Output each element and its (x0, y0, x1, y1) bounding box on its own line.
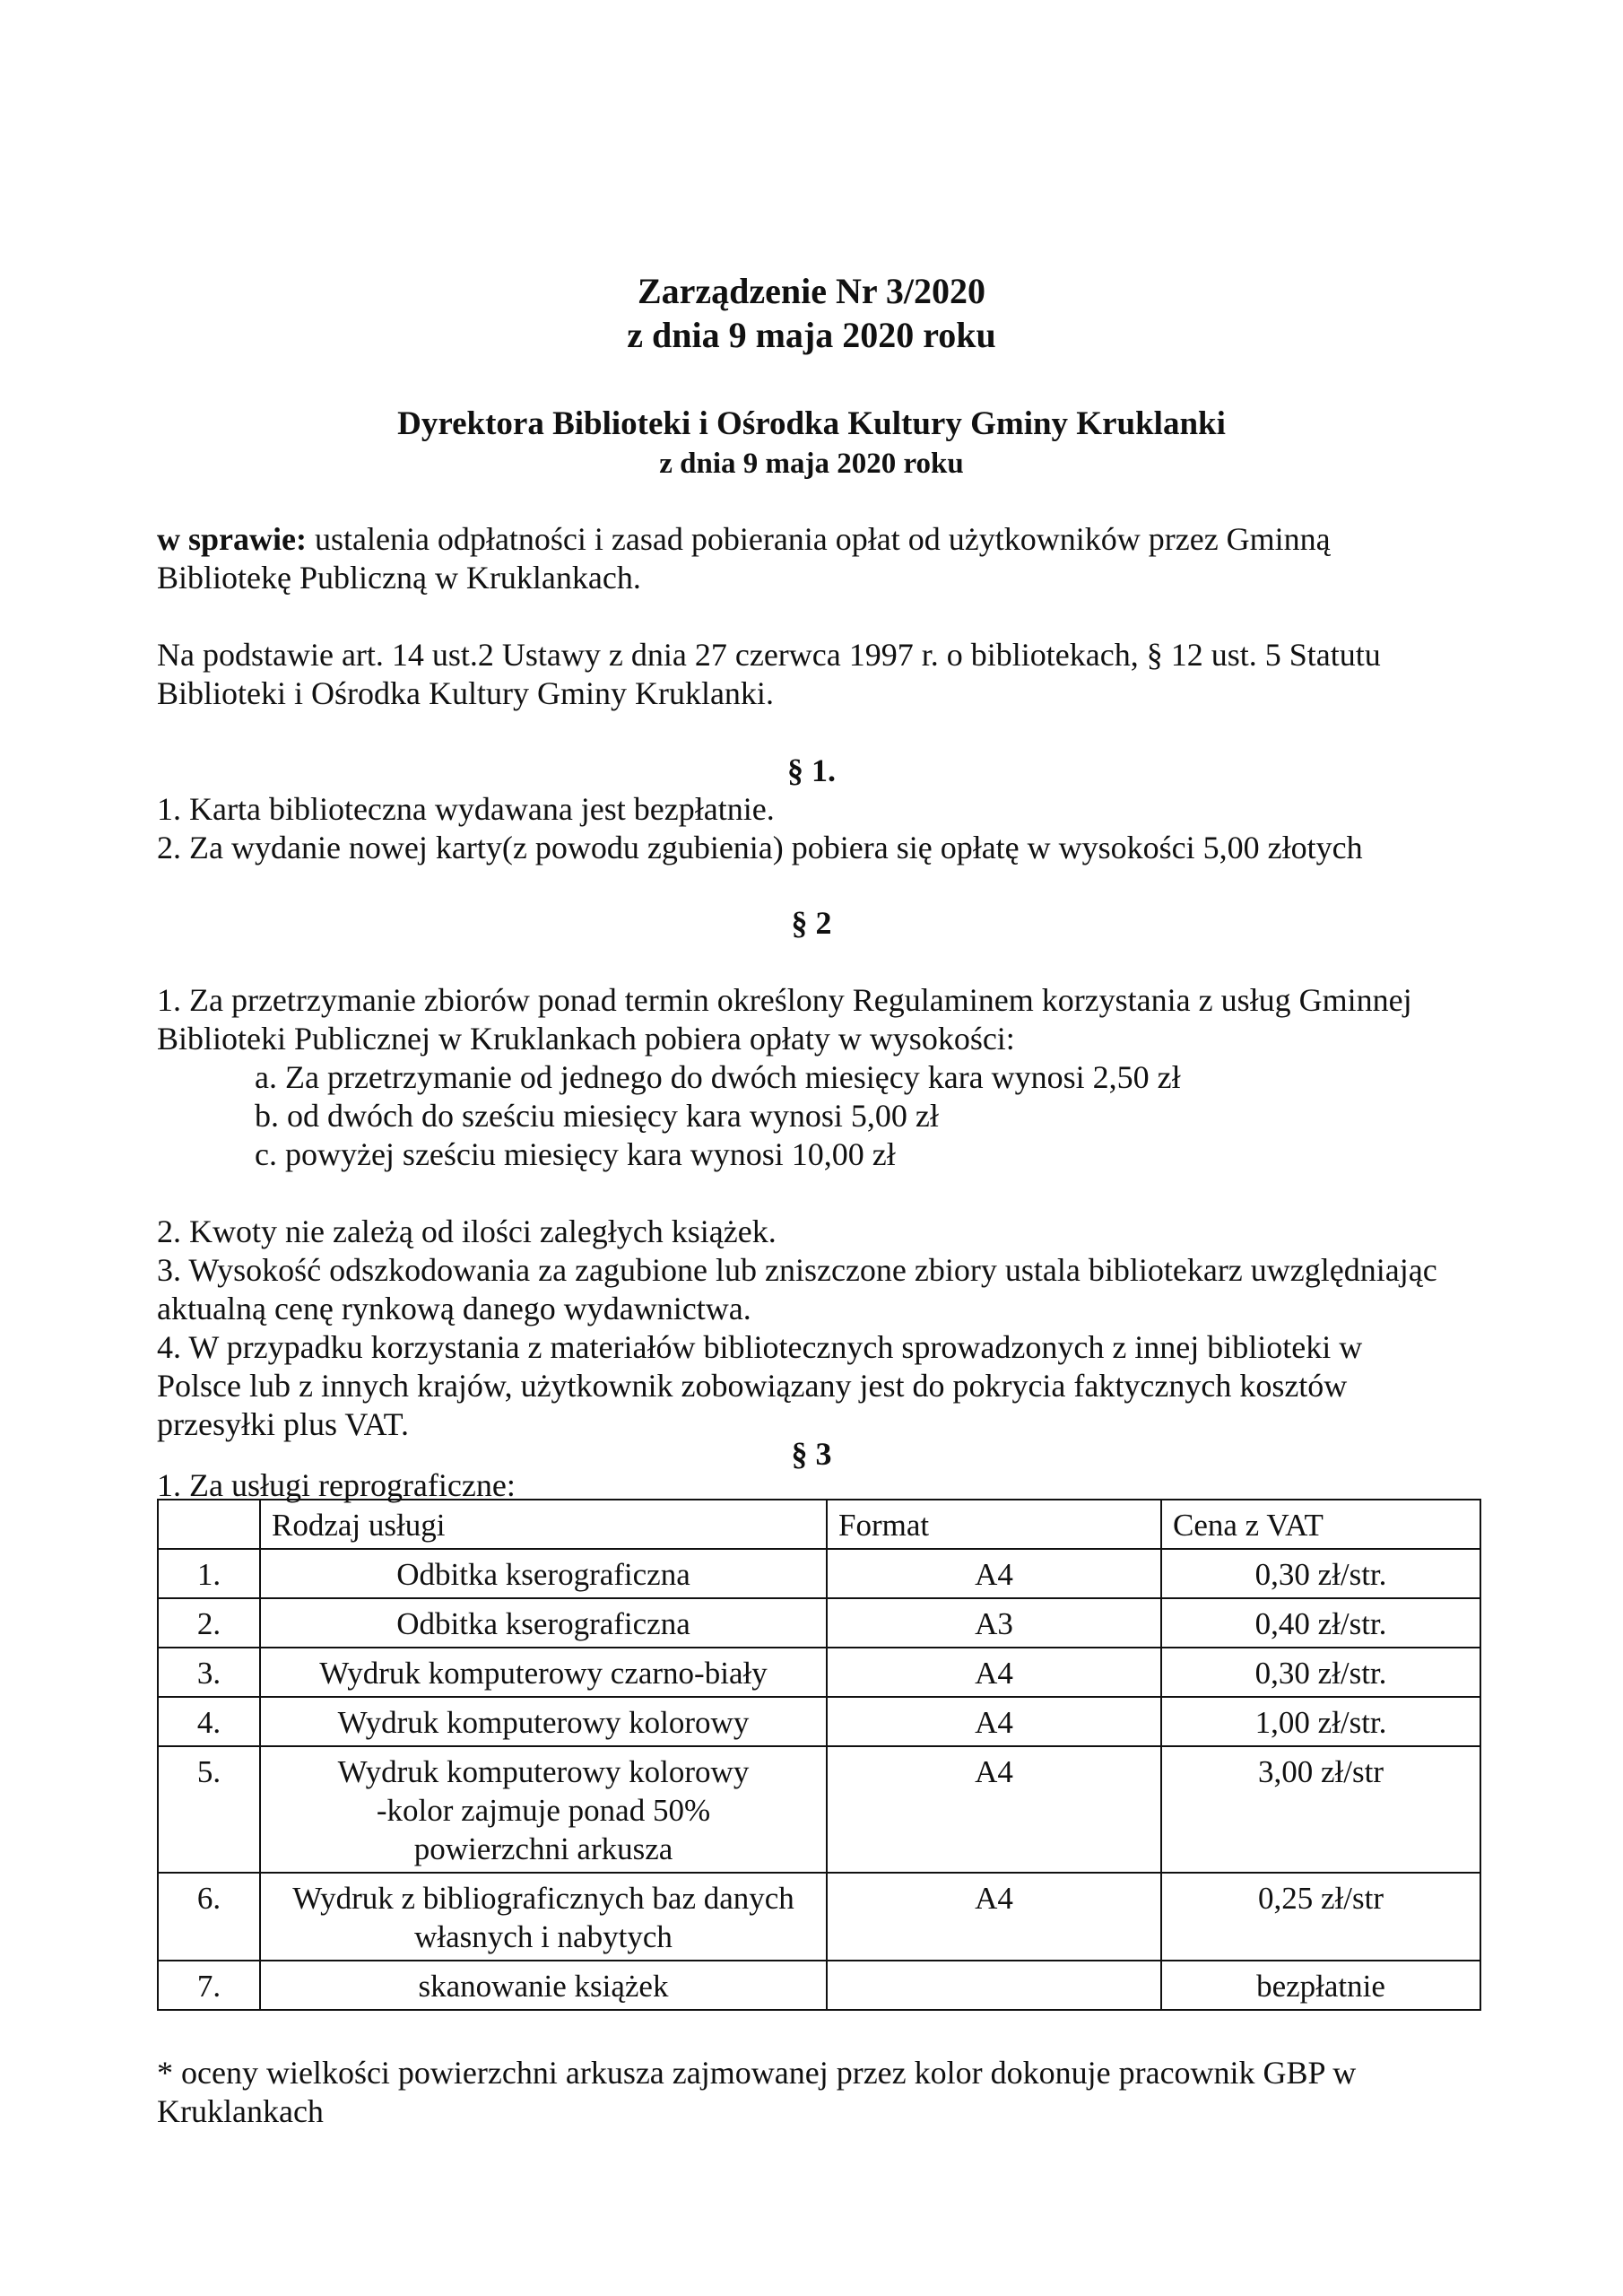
service-name-line: własnych i nabytych (414, 1919, 673, 1954)
section-2-item-3-line-2: aktualną cenę rynkową danego wydawnictwa. (157, 1291, 751, 1326)
table-row (158, 1549, 1480, 1598)
table-row (158, 1746, 1480, 1873)
issuer-date: z dnia 9 maja 2020 roku (659, 448, 964, 480)
service-name: Odbitka kserograficzna (260, 1598, 827, 1648)
service-format: A4 (827, 1873, 1161, 1961)
footnote-line-2: Kruklankach (157, 2093, 324, 2129)
service-name-line: -kolor zajmuje ponad 50% (376, 1793, 711, 1828)
row-number: 3. (158, 1648, 260, 1697)
section-2-item-1-line-2: Biblioteki Publicznej w Kruklankach pobiera opłaty w wysokości: (157, 1021, 1015, 1057)
service-name-line: Wydruk komputerowy kolorowy (337, 1754, 750, 1789)
table-row (158, 1873, 1480, 1961)
issuer-line: Dyrektora Biblioteki i Ośrodka Kultury Gminy Kruklanki (397, 405, 1226, 442)
section-2-sub-a: a. Za przetrzymanie od jednego do dwóch miesięcy kara wynosi 2,50 zł (255, 1059, 1181, 1095)
basis-line-2: Biblioteki i Ośrodka Kultury Gminy Kruklanki. (157, 675, 774, 711)
section-3-heading: § 3 (791, 1436, 832, 1472)
footnote-line-1: * oceny wielkości powierzchni arkusza zajmowanej przez kolor dokonuje pracownik GBP w (157, 2055, 1357, 2091)
service-name: skanowanie książek (260, 1961, 827, 2010)
document-title: Zarządzenie Nr 3/2020 (637, 271, 986, 311)
service-name: Wydruk komputerowy kolorowy (260, 1697, 827, 1746)
reprographic-fees-table (157, 1499, 1481, 2011)
section-2-heading: § 2 (791, 905, 832, 941)
service-format: A3 (827, 1598, 1161, 1648)
table-header-cell: Rodzaj usługi (260, 1500, 827, 1549)
document-date: z dnia 9 maja 2020 roku (627, 315, 996, 355)
row-number: 4. (158, 1697, 260, 1746)
row-number: 2. (158, 1598, 260, 1648)
section-2-sub-b: b. od dwóch do sześciu miesięcy kara wynosi 5,00 zł (255, 1098, 939, 1134)
service-format: A4 (827, 1549, 1161, 1598)
subject-line-1 (157, 520, 1331, 559)
section-2-item-2: 2. Kwoty nie zależą od ilości zaległych książek. (157, 1213, 777, 1249)
service-price: 0,25 zł/str (1161, 1873, 1480, 1961)
section-1-item-2: 2. Za wydanie nowej karty(z powodu zgubienia) pobiera się opłatę w wysokości 5,00 złotych (157, 830, 1363, 865)
service-price: 1,00 zł/str. (1161, 1697, 1480, 1746)
service-name-line: powierzchni arkusza (413, 1831, 673, 1866)
section-2-item-4-line-2: Polsce lub z innych krajów, użytkownik zobowiązany jest do pokrycia faktycznych kosztów (157, 1368, 1348, 1404)
service-format: A4 (827, 1697, 1161, 1746)
subject-line-2: Bibliotekę Publiczną w Kruklankach. (157, 560, 641, 596)
service-name (260, 1873, 827, 1961)
table-row (158, 1697, 1480, 1746)
section-1-heading: § 1. (787, 752, 836, 788)
basis-line-1: Na podstawie art. 14 ust.2 Ustawy z dnia 27 czerwca 1997 r. o bibliotekach, § 12 ust. 5 Statutu (157, 637, 1381, 673)
row-number: 5. (158, 1746, 260, 1873)
service-format (827, 1961, 1161, 2010)
section-1-item-1: 1. Karta biblioteczna wydawana jest bezpłatnie. (157, 791, 775, 827)
service-price: 3,00 zł/str (1161, 1746, 1480, 1873)
service-format: A4 (827, 1746, 1161, 1873)
service-format: A4 (827, 1648, 1161, 1697)
table-header-cell (158, 1500, 260, 1549)
table-row (158, 1598, 1480, 1648)
table-row (158, 1961, 1480, 2010)
table-row (158, 1648, 1480, 1697)
table-header-cell: Format (827, 1500, 1161, 1549)
subject-text: ustalenia odpłatności i zasad pobierania opłat od użytkowników przez Gminną (306, 521, 1331, 557)
section-2-item-1-line-1: 1. Za przetrzymanie zbiorów ponad termin określony Regulaminem korzystania z usług Gminnej (157, 982, 1412, 1018)
service-price: 0,40 zł/str. (1161, 1598, 1480, 1648)
subject-label: w sprawie: (157, 521, 307, 557)
service-name-line: Wydruk z bibliograficznych baz danych (292, 1881, 794, 1916)
row-number: 1. (158, 1549, 260, 1598)
section-2-item-4-line-3: przesyłki plus VAT. (157, 1406, 410, 1442)
service-price: 0,30 zł/str. (1161, 1549, 1480, 1598)
service-name: Wydruk komputerowy czarno-biały (260, 1648, 827, 1697)
section-2-sub-c: c. powyżej sześciu miesięcy kara wynosi 10,00 zł (255, 1136, 896, 1172)
table-header-row (158, 1500, 1480, 1549)
section-2-item-4-line-1: 4. W przypadku korzystania z materiałów bibliotecznych sprowadzonych z innej biblioteki w (157, 1329, 1363, 1365)
section-3-item-1: 1. Za usługi reprograficzne: (157, 1467, 516, 1503)
section-2-item-3-line-1: 3. Wysokość odszkodowania za zagubione lub zniszczone zbiory ustala bibliotekarz uwzględniając (157, 1252, 1437, 1288)
service-name: Odbitka kserograficzna (260, 1549, 827, 1598)
service-price: bezpłatnie (1161, 1961, 1480, 2010)
row-number: 6. (158, 1873, 260, 1961)
service-name (260, 1746, 827, 1873)
table-header-cell: Cena z VAT (1161, 1500, 1480, 1549)
row-number: 7. (158, 1961, 260, 2010)
service-price: 0,30 zł/str. (1161, 1648, 1480, 1697)
